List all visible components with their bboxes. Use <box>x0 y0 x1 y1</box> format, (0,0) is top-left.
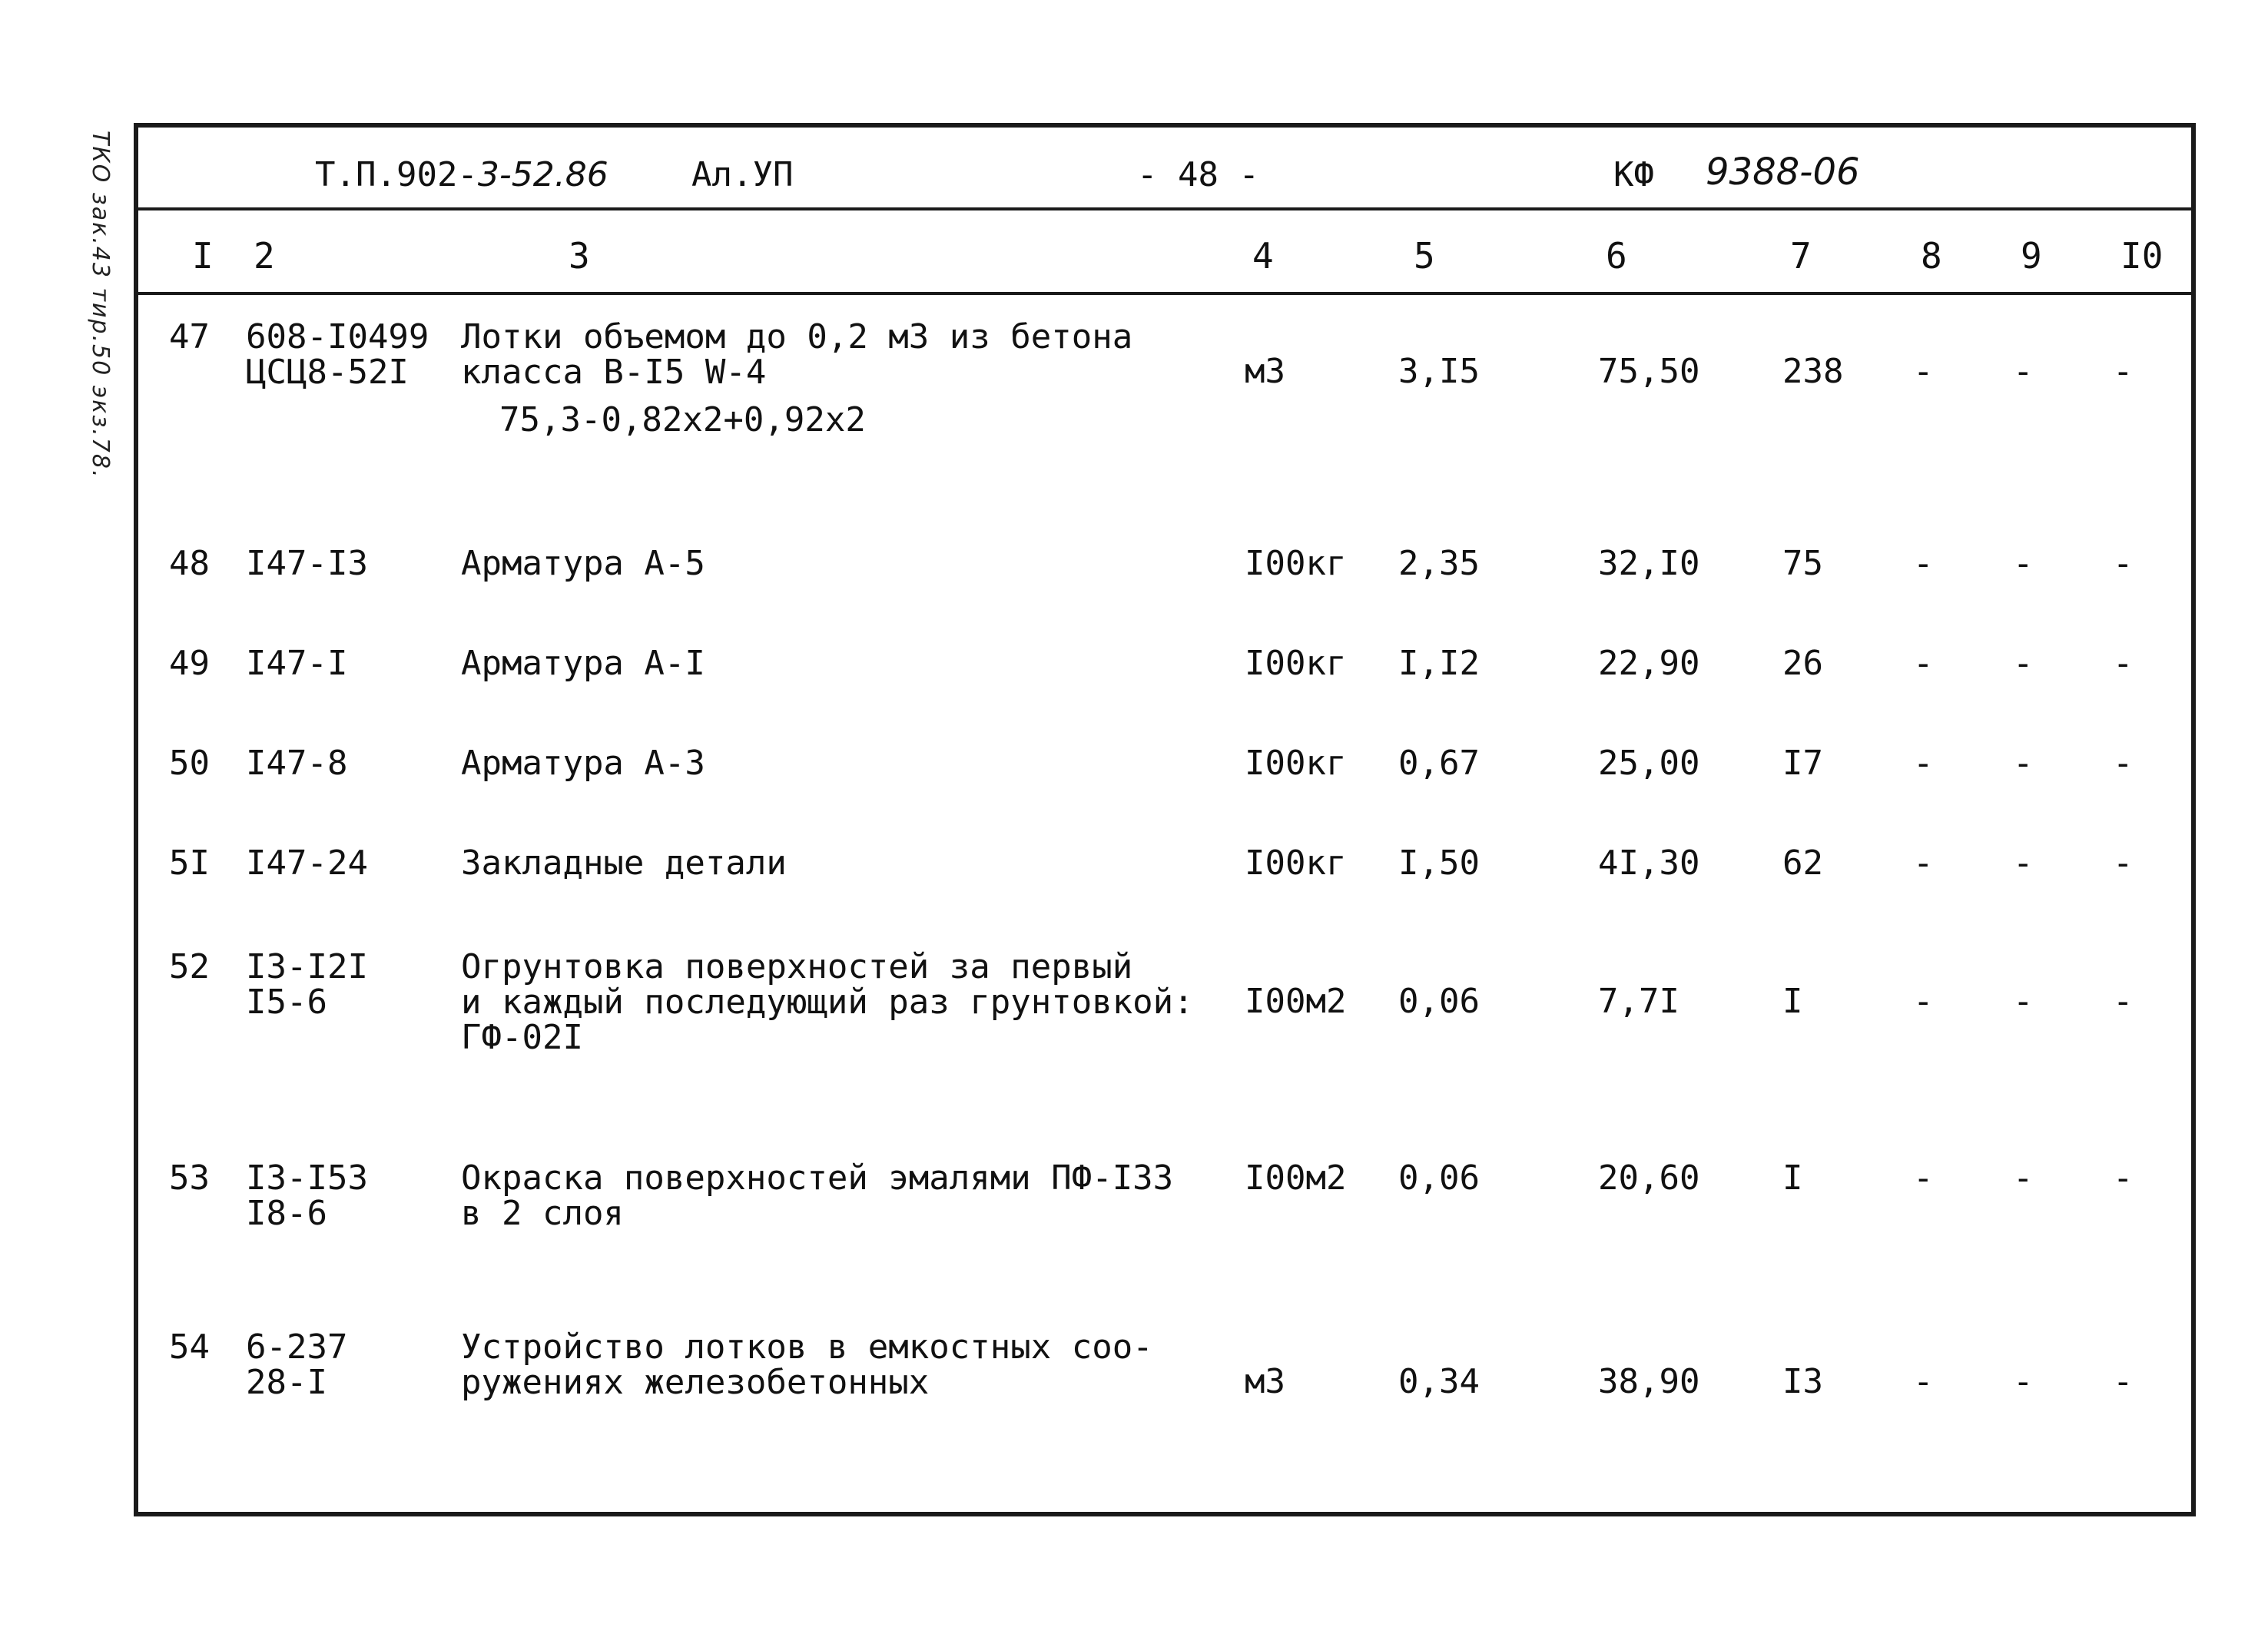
column-8: - <box>1913 744 1934 783</box>
unit-price: 7,7I <box>1598 982 1679 1021</box>
column-header-6: 6 <box>1606 235 1627 277</box>
rate-code: I47-8 <box>246 744 348 783</box>
unit: I00м2 <box>1245 982 1347 1021</box>
quantity: 0,34 <box>1398 1362 1480 1401</box>
column-9: - <box>2013 644 2034 683</box>
unit-price: 20,60 <box>1598 1158 1700 1198</box>
work-description: Огрунтовка поверхностей за первый и каждый последующий раз грунтовкой: ГФ-02I <box>461 947 1194 1057</box>
work-description: Окраска поверхностей эмалями ПФ-I33 в 2 слоя <box>461 1158 1174 1233</box>
column-header-divider <box>138 292 2191 295</box>
column-9: - <box>2013 982 2034 1021</box>
column-10: - <box>2113 1362 2134 1401</box>
row-number: 52 <box>169 947 210 986</box>
column-header-5: 5 <box>1414 235 1435 277</box>
column-8: - <box>1913 352 1934 391</box>
column-header-1: I <box>192 235 214 277</box>
column-10: - <box>2113 644 2134 683</box>
code-number: 9388-06 <box>1706 151 1860 194</box>
total-cost: 238 <box>1782 352 1844 391</box>
column-8: - <box>1913 644 1934 683</box>
unit: I00кг <box>1245 544 1347 583</box>
rate-code: 6-237 28-I <box>246 1327 348 1402</box>
code-prefix: КФ <box>1613 155 1654 194</box>
unit: м3 <box>1245 1362 1285 1401</box>
doc-reference <box>315 155 608 194</box>
row-number: 53 <box>169 1158 210 1198</box>
column-10: - <box>2113 352 2134 391</box>
column-8: - <box>1913 1158 1934 1198</box>
work-description: Закладные детали <box>461 844 787 883</box>
total-cost: 75 <box>1782 544 1823 583</box>
total-cost: I3 <box>1782 1362 1823 1401</box>
quantity: 2,35 <box>1398 544 1480 583</box>
column-10: - <box>2113 982 2134 1021</box>
unit: I00кг <box>1245 744 1347 783</box>
quantity: 0,06 <box>1398 982 1480 1021</box>
total-cost: 26 <box>1782 644 1823 683</box>
column-10: - <box>2113 744 2134 783</box>
unit: I00м2 <box>1245 1158 1347 1198</box>
work-description: Устройство лотков в емкостных соо- ружениях железобетонных <box>461 1327 1153 1402</box>
column-header-8: 8 <box>1921 235 1942 277</box>
column-8: - <box>1913 844 1934 883</box>
column-10: - <box>2113 544 2134 583</box>
doc-reference-handwritten: 3-52.86 <box>477 155 608 194</box>
column-9: - <box>2013 1158 2034 1198</box>
work-description: Арматура А-5 <box>461 544 705 583</box>
unit: I00кг <box>1245 644 1347 683</box>
header-divider <box>138 207 2191 210</box>
volume-calculation: 75,3-0,82x2+0,92x2 <box>499 400 866 439</box>
work-description: Арматура А-I <box>461 644 705 683</box>
total-cost: I <box>1782 982 1803 1021</box>
rate-code: I47-24 <box>246 844 368 883</box>
row-number: 5I <box>169 844 210 883</box>
row-number: 50 <box>169 744 210 783</box>
column-8: - <box>1913 544 1934 583</box>
unit-price: 75,50 <box>1598 352 1700 391</box>
unit-price: 25,00 <box>1598 744 1700 783</box>
column-header-7: 7 <box>1790 235 1812 277</box>
work-description: Арматура А-3 <box>461 744 705 783</box>
quantity: 0,67 <box>1398 744 1480 783</box>
column-9: - <box>2013 352 2034 391</box>
column-8: - <box>1913 982 1934 1021</box>
doc-reference-printed: Т.П.902- <box>315 155 478 194</box>
column-header-4: 4 <box>1252 235 1274 277</box>
unit: I00кг <box>1245 844 1347 883</box>
column-9: - <box>2013 544 2034 583</box>
unit-price: 22,90 <box>1598 644 1700 683</box>
row-number: 47 <box>169 317 210 356</box>
column-10: - <box>2113 844 2134 883</box>
rate-code: I47-I <box>246 644 348 683</box>
column-10: - <box>2113 1158 2134 1198</box>
rate-code: I3-I2I I5-6 <box>246 947 368 1022</box>
unit-price: 4I,30 <box>1598 844 1700 883</box>
rate-code: I3-I53 I8-6 <box>246 1158 368 1233</box>
quantity: 0,06 <box>1398 1158 1480 1198</box>
page-number: - 48 - <box>1137 155 1259 194</box>
unit-price: 38,90 <box>1598 1362 1700 1401</box>
unit-price: 32,I0 <box>1598 544 1700 583</box>
total-cost: I <box>1782 1158 1803 1198</box>
column-header-10: I0 <box>2120 235 2164 277</box>
row-number: 49 <box>169 644 210 683</box>
column-header-3: 3 <box>569 235 590 277</box>
column-header-2: 2 <box>254 235 275 277</box>
column-9: - <box>2013 744 2034 783</box>
quantity: I,I2 <box>1398 644 1480 683</box>
row-number: 48 <box>169 544 210 583</box>
margin-stamp: ТКО зак.43 тир.50 экз.78. <box>87 131 114 479</box>
column-8: - <box>1913 1362 1934 1401</box>
rate-code: 608-I0499 ЦСЦ8-52I <box>246 317 429 392</box>
album-label: Ал.УП <box>691 155 794 194</box>
row-number: 54 <box>169 1327 210 1367</box>
column-header-9: 9 <box>2021 235 2042 277</box>
column-9: - <box>2013 844 2034 883</box>
column-9: - <box>2013 1362 2034 1401</box>
estimate-sheet <box>134 123 2196 1516</box>
rate-code: I47-I3 <box>246 544 368 583</box>
total-cost: 62 <box>1782 844 1823 883</box>
quantity: I,50 <box>1398 844 1480 883</box>
total-cost: I7 <box>1782 744 1823 783</box>
quantity: 3,I5 <box>1398 352 1480 391</box>
unit: м3 <box>1245 352 1285 391</box>
work-description: Лотки объемом до 0,2 м3 из бетона класса В-I5 W-4 <box>461 317 1133 392</box>
